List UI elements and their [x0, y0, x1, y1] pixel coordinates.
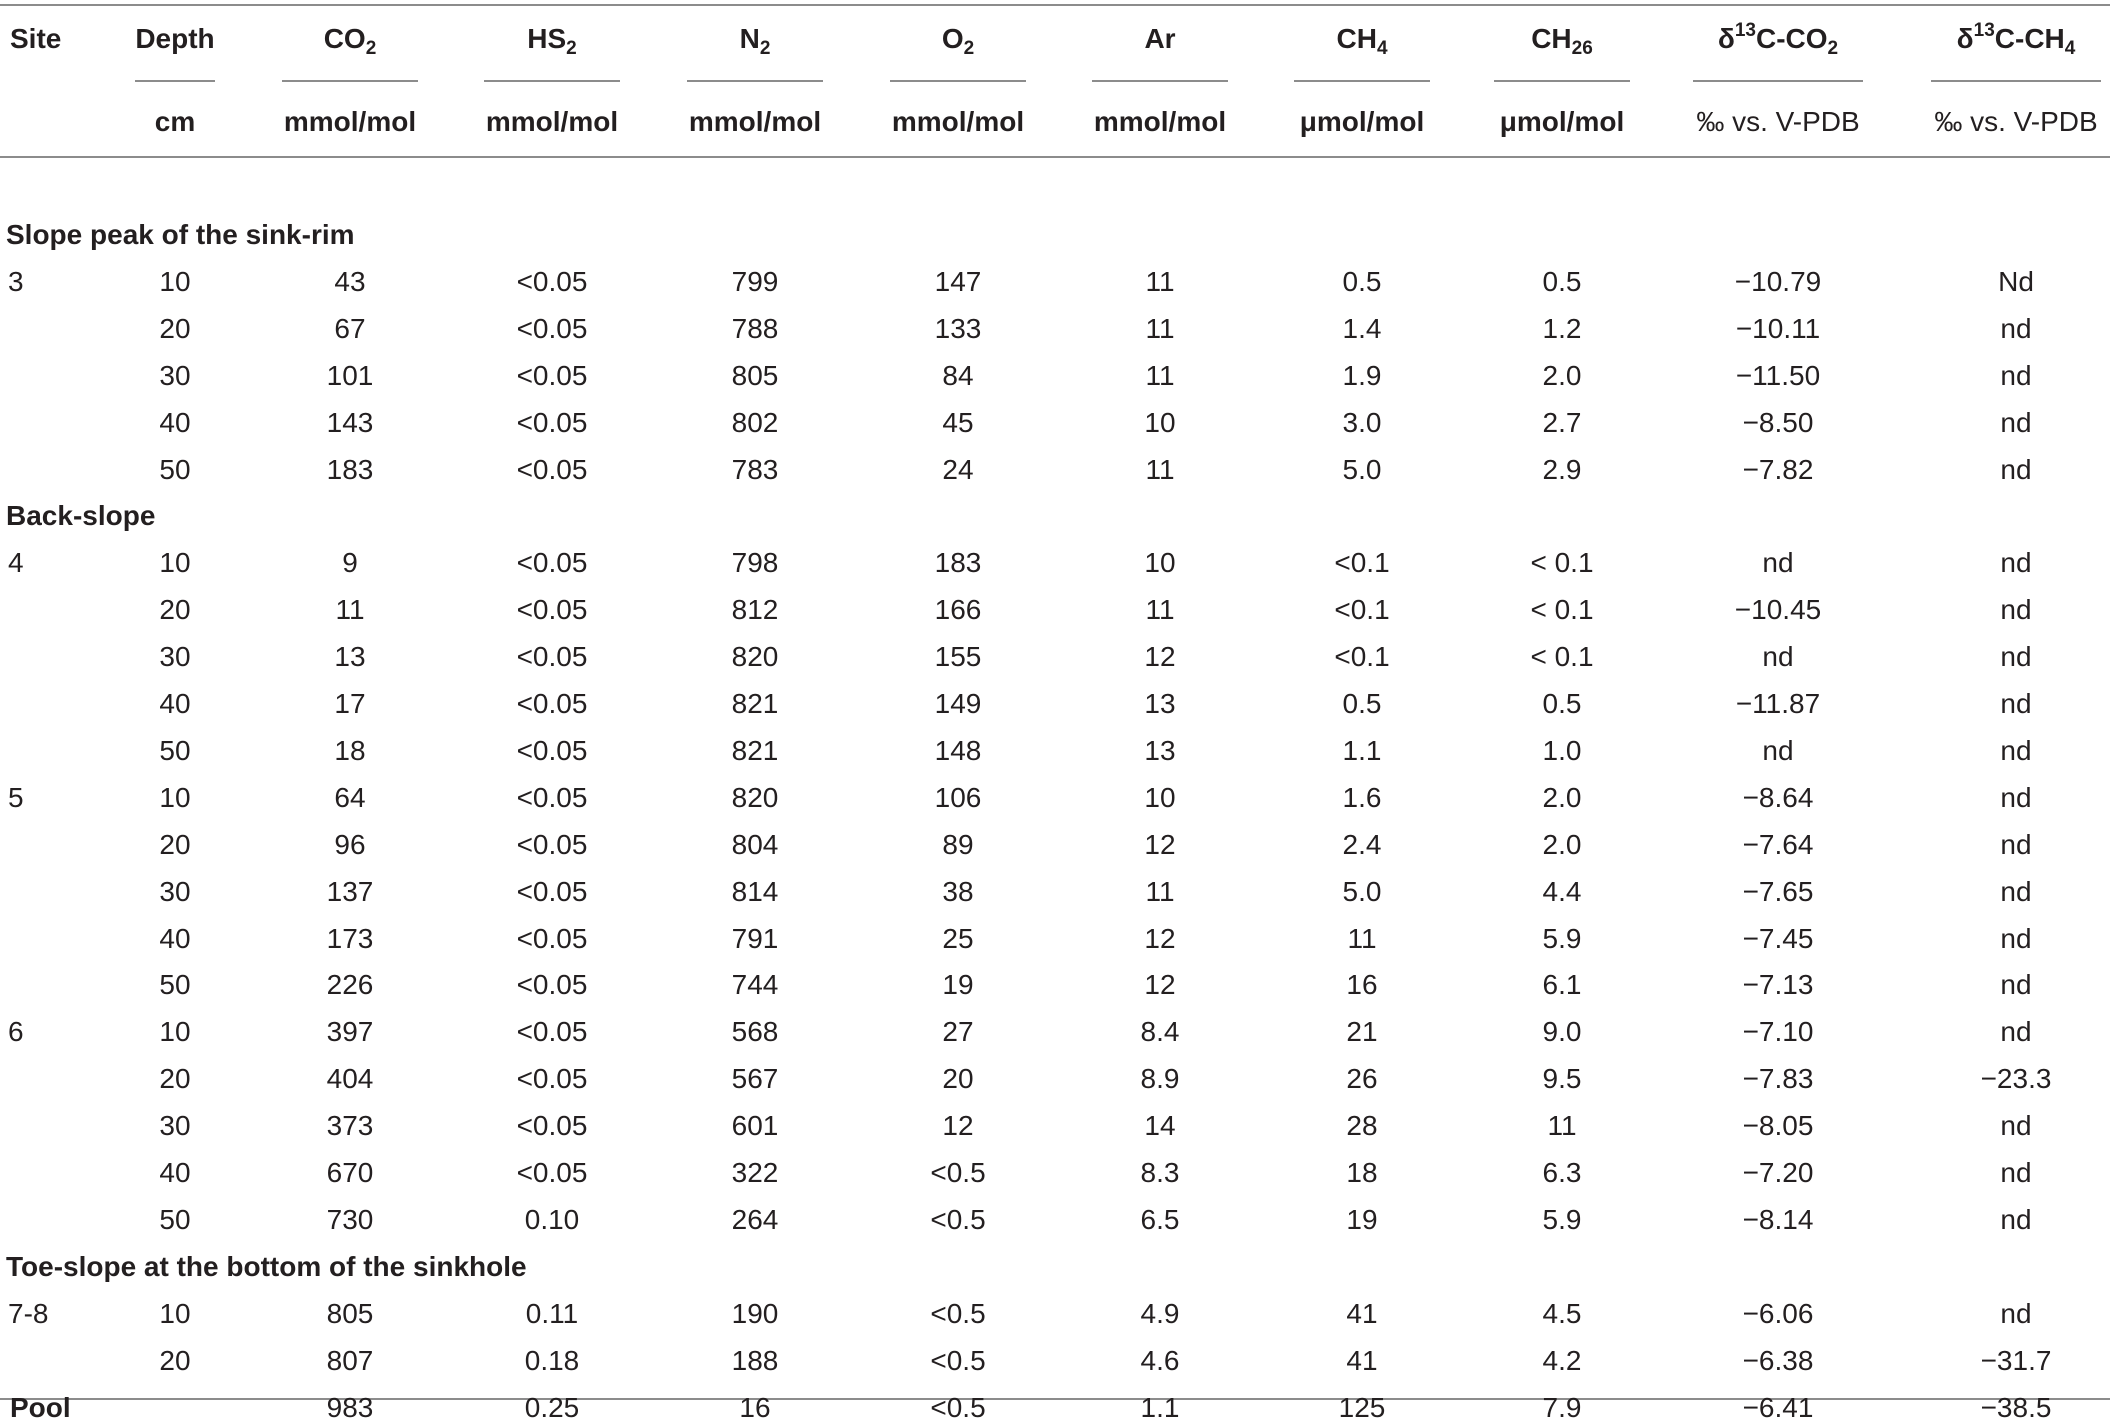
cell-d13c_ch4: nd — [2000, 359, 2032, 391]
section-heading: Slope peak of the sink-rim — [6, 219, 355, 250]
header-text: N — [739, 23, 760, 54]
cell-ar: 8.9 — [1140, 1063, 1180, 1095]
header-underline-ch4 — [1294, 80, 1430, 82]
cell-n2: 190 — [731, 1297, 779, 1329]
cell-o2: <0.5 — [930, 1157, 986, 1188]
header-superscript: 13 — [1973, 20, 1995, 41]
cell-h2s: 0.18 — [524, 1344, 580, 1376]
site-label: 5 — [8, 781, 24, 813]
cell-d13c_ch4: nd — [2000, 547, 2032, 579]
cell-co2: 9 — [342, 547, 358, 579]
unit-d13c_ch4: ‰ vs. V-PDB — [1934, 106, 2098, 137]
header-text: H — [527, 23, 548, 54]
cell-o2: 106 — [934, 781, 982, 813]
cell-d13c_co2: −10.11 — [1735, 312, 1821, 344]
header-text: S — [547, 23, 567, 54]
cell-depth: 20 — [159, 828, 191, 860]
cell-o2: 12 — [942, 1110, 974, 1142]
cell-d13c_co2: −6.06 — [1742, 1297, 1814, 1329]
cell-h2s: <0.05 — [516, 734, 588, 766]
cell-h2s: 0.11 — [525, 1297, 579, 1329]
cell-co2: 226 — [326, 969, 374, 1001]
header-text: CH — [1336, 23, 1377, 54]
cell-d13c_ch4: nd — [2000, 1203, 2032, 1235]
cell-ar: 11 — [1145, 312, 1175, 344]
cell-ar: 8.4 — [1140, 1016, 1180, 1048]
cell-n2: 798 — [731, 547, 779, 579]
cell-h2s: <0.05 — [516, 828, 588, 860]
unit-depth: cm — [154, 106, 196, 137]
cell-n2: 16 — [739, 1391, 771, 1423]
cell-depth: 40 — [159, 922, 191, 954]
cell-depth: 30 — [159, 875, 191, 907]
cell-d13c_co2: −7.64 — [1742, 828, 1814, 860]
column-header-c2h6 — [1531, 22, 1593, 59]
cell-h2s: <0.05 — [516, 547, 588, 579]
cell-h2s: 0.10 — [524, 1203, 580, 1235]
cell-ch4: 1.6 — [1342, 781, 1382, 813]
cell-ch4: 0.5 — [1342, 265, 1382, 297]
cell-n2: 814 — [731, 875, 779, 907]
cell-c2h6: 2.0 — [1542, 828, 1582, 860]
cell-n2: 804 — [731, 828, 779, 860]
cell-n2: 791 — [731, 922, 779, 954]
site-label: Pool — [10, 1391, 71, 1423]
cell-depth: 20 — [159, 312, 191, 344]
header-subscript: 2 — [963, 38, 975, 59]
header-underline-h2s — [484, 80, 620, 82]
column-header-h2s — [527, 22, 577, 59]
cell-d13c_ch4: −23.3 — [1980, 1063, 2052, 1095]
cell-ch4: 1.9 — [1342, 359, 1382, 391]
cell-ar: 12 — [1144, 641, 1176, 673]
site-label: 4 — [8, 547, 24, 579]
cell-ar: 11 — [1145, 453, 1175, 485]
section-heading: Toe-slope at the bottom of the sinkhole — [6, 1250, 527, 1282]
cell-n2: 601 — [731, 1110, 779, 1142]
header-subscript: 6 — [1582, 38, 1593, 59]
cell-co2: 173 — [326, 922, 374, 954]
cell-h2s: <0.05 — [516, 688, 588, 719]
cell-n2: 783 — [731, 453, 779, 485]
cell-depth: 20 — [159, 1063, 191, 1095]
cell-depth: 30 — [159, 1110, 191, 1142]
cell-c2h6: 6.1 — [1542, 969, 1582, 1001]
cell-d13c_co2: −11.87 — [1735, 688, 1821, 719]
cell-ar: 11 — [1145, 359, 1175, 391]
cell-ar: 12 — [1144, 828, 1176, 860]
header-underline-c2h6 — [1494, 80, 1630, 82]
cell-depth: 50 — [159, 734, 191, 766]
cell-c2h6: 7.9 — [1542, 1391, 1582, 1423]
header-subscript: 2 — [566, 38, 577, 59]
cell-depth: 40 — [159, 1157, 191, 1188]
cell-d13c_ch4: nd — [2000, 312, 2032, 344]
cell-n2: 322 — [731, 1157, 779, 1188]
column-header-ch4 — [1336, 22, 1388, 59]
header-text: H — [1551, 23, 1572, 54]
column-header-d13c_co2 — [1717, 20, 1839, 59]
header-subscript: 2 — [1827, 38, 1839, 59]
cell-n2: 567 — [731, 1063, 779, 1095]
cell-co2: 13 — [334, 641, 366, 673]
cell-n2: 568 — [731, 1016, 779, 1048]
cell-d13c_ch4: nd — [2000, 406, 2032, 438]
header-underline-co2 — [282, 80, 418, 82]
cell-h2s: <0.05 — [516, 1110, 588, 1142]
cell-d13c_ch4: nd — [2000, 641, 2032, 673]
header-underline-d13c_ch4 — [1931, 80, 2101, 82]
cell-depth: 10 — [159, 1297, 191, 1329]
header-subscript: 2 — [1571, 38, 1583, 59]
cell-n2: 812 — [731, 594, 779, 626]
cell-d13c_ch4: nd — [2000, 1157, 2032, 1188]
cell-ar: 13 — [1144, 688, 1176, 719]
cell-n2: 802 — [731, 406, 779, 438]
cell-h2s: <0.05 — [516, 969, 588, 1001]
cell-c2h6: 4.2 — [1542, 1344, 1582, 1376]
cell-depth: 50 — [159, 969, 191, 1001]
cell-co2: 64 — [334, 781, 366, 813]
cell-c2h6: 9.0 — [1542, 1016, 1582, 1048]
cell-o2: 27 — [942, 1016, 974, 1048]
cell-d13c_co2: nd — [1762, 734, 1794, 766]
cell-h2s: <0.05 — [516, 406, 588, 438]
unit-o2: mmol/mol — [891, 106, 1025, 137]
cell-co2: 373 — [326, 1110, 374, 1142]
cell-ar: 12 — [1144, 922, 1176, 954]
header-subscript: 2 — [365, 38, 377, 59]
cell-ch4: <0.1 — [1334, 641, 1390, 673]
cell-n2: 188 — [731, 1344, 779, 1376]
cell-d13c_co2: −7.20 — [1742, 1157, 1814, 1188]
cell-d13c_co2: −11.50 — [1735, 359, 1821, 391]
cell-ch4: 28 — [1346, 1110, 1378, 1142]
cell-co2: 730 — [326, 1203, 374, 1235]
cell-c2h6: 2.0 — [1542, 359, 1582, 391]
cell-depth: 10 — [159, 547, 191, 579]
cell-ch4: 2.4 — [1342, 828, 1382, 860]
header-text: Ar — [1144, 23, 1176, 54]
cell-h2s: <0.05 — [516, 1157, 588, 1188]
cell-o2: 147 — [934, 265, 982, 297]
cell-ch4: <0.1 — [1334, 594, 1390, 626]
cell-depth: 20 — [159, 594, 191, 626]
cell-c2h6: 1.0 — [1542, 734, 1582, 766]
cell-h2s: <0.05 — [516, 875, 588, 907]
cell-ar: 4.9 — [1140, 1297, 1180, 1329]
column-header-n2 — [739, 22, 771, 59]
cell-depth: 10 — [159, 265, 191, 297]
header-text: δ — [1956, 23, 1974, 54]
cell-co2: 18 — [334, 734, 366, 766]
cell-c2h6: 2.7 — [1542, 406, 1582, 438]
cell-c2h6: 1.2 — [1542, 312, 1582, 344]
cell-d13c_co2: −10.79 — [1734, 265, 1822, 297]
cell-d13c_co2: −7.13 — [1742, 969, 1814, 1001]
cell-n2: 820 — [731, 641, 779, 673]
cell-c2h6: 0.5 — [1542, 688, 1582, 719]
cell-d13c_co2: −7.65 — [1742, 875, 1814, 907]
cell-c2h6: 2.9 — [1542, 453, 1582, 485]
cell-d13c_co2: nd — [1762, 547, 1794, 579]
cell-ch4: 18 — [1346, 1157, 1378, 1188]
cell-d13c_co2: −7.83 — [1742, 1063, 1814, 1095]
cell-n2: 821 — [731, 734, 779, 766]
cell-o2: 24 — [942, 453, 974, 485]
cell-n2: 805 — [731, 359, 779, 391]
cell-o2: 183 — [934, 547, 982, 579]
cell-d13c_co2: −8.05 — [1742, 1110, 1814, 1142]
cell-d13c_ch4: nd — [2000, 594, 2032, 626]
cell-c2h6: 2.0 — [1542, 781, 1582, 813]
cell-n2: 744 — [731, 969, 779, 1001]
cell-ch4: 26 — [1346, 1063, 1378, 1095]
cell-h2s: 0.25 — [524, 1391, 580, 1423]
cell-ch4: 19 — [1346, 1203, 1378, 1235]
cell-d13c_ch4: nd — [2000, 781, 2032, 813]
section-heading: Back-slope — [6, 500, 156, 532]
cell-ar: 12 — [1144, 969, 1176, 1001]
cell-co2: 404 — [326, 1063, 374, 1095]
cell-ch4: 0.5 — [1342, 688, 1382, 719]
cell-co2: 807 — [326, 1344, 374, 1376]
header-text: δ — [1717, 23, 1735, 54]
cell-d13c_co2: −8.50 — [1742, 406, 1814, 438]
cell-d13c_ch4: nd — [2000, 453, 2032, 485]
header-underline-depth — [135, 80, 215, 82]
header-text: Depth — [135, 23, 215, 54]
cell-h2s: <0.05 — [516, 594, 588, 626]
cell-o2: <0.5 — [930, 1297, 986, 1329]
cell-n2: 264 — [731, 1203, 779, 1235]
cell-o2: <0.5 — [930, 1344, 986, 1376]
cell-d13c_co2: −6.41 — [1742, 1391, 1814, 1423]
cell-ar: 14 — [1144, 1110, 1176, 1142]
cell-ar: 4.6 — [1140, 1344, 1180, 1376]
cell-h2s: <0.05 — [516, 359, 588, 391]
cell-co2: 670 — [326, 1157, 374, 1188]
cell-o2: 19 — [942, 969, 974, 1001]
header-underline-d13c_co2 — [1693, 80, 1863, 82]
cell-co2: 983 — [326, 1391, 374, 1423]
cell-depth: 20 — [159, 1344, 191, 1376]
unit-co2: mmol/mol — [283, 106, 417, 137]
header-subscript: 2 — [759, 38, 771, 59]
cell-o2: <0.5 — [930, 1391, 986, 1423]
cell-ch4: 16 — [1346, 969, 1378, 1001]
cell-c2h6: 5.9 — [1542, 922, 1582, 954]
cell-d13c_co2: −7.10 — [1742, 1016, 1814, 1048]
column-header-co2 — [323, 22, 377, 59]
column-header-o2 — [941, 22, 975, 59]
column-header-site — [10, 22, 61, 56]
cell-n2: 821 — [731, 688, 779, 719]
cell-ch4: 11 — [1347, 922, 1377, 954]
unit-c2h6: μmol/mol — [1499, 106, 1625, 137]
cell-d13c_ch4: −31.7 — [1980, 1344, 2052, 1376]
cell-d13c_ch4: nd — [2000, 969, 2032, 1001]
cell-ch4: 21 — [1346, 1016, 1378, 1048]
cell-d13c_ch4: nd — [2000, 688, 2032, 719]
cell-depth: 50 — [159, 1203, 191, 1235]
header-text: O — [941, 23, 964, 54]
cell-ar: 10 — [1144, 406, 1176, 438]
cell-d13c_co2: −10.45 — [1734, 594, 1822, 626]
cell-ch4: <0.1 — [1334, 547, 1390, 579]
cell-d13c_co2: nd — [1762, 641, 1794, 673]
cell-o2: 155 — [934, 641, 982, 673]
cell-ch4: 5.0 — [1342, 453, 1382, 485]
cell-d13c_co2: −6.38 — [1742, 1344, 1814, 1376]
cell-c2h6: 4.4 — [1542, 875, 1582, 907]
column-header-ar — [1144, 22, 1175, 56]
column-header-d13c_ch4 — [1956, 20, 2076, 59]
header-text: C-CO — [1756, 23, 1828, 54]
unit-ch4: μmol/mol — [1299, 106, 1425, 137]
cell-o2: 38 — [942, 875, 974, 907]
cell-ch4: 3.0 — [1342, 406, 1382, 438]
unit-n2: mmol/mol — [688, 106, 822, 137]
cell-n2: 788 — [731, 312, 779, 344]
cell-depth: 40 — [159, 406, 191, 438]
site-label: 7-8 — [8, 1297, 49, 1329]
cell-depth: 10 — [159, 1016, 191, 1048]
cell-co2: 11 — [335, 594, 365, 626]
site-label: 3 — [8, 265, 24, 297]
cell-o2: <0.5 — [930, 1203, 986, 1235]
cell-ch4: 5.0 — [1342, 875, 1382, 907]
cell-h2s: <0.05 — [516, 453, 588, 485]
cell-d13c_ch4: nd — [2000, 1110, 2032, 1142]
unit-h2s: mmol/mol — [485, 106, 619, 137]
header-bottom-rule — [0, 156, 2110, 158]
cell-o2: 84 — [942, 359, 974, 391]
cell-ar: 13 — [1144, 734, 1176, 766]
cell-d13c_ch4: −38.5 — [1980, 1391, 2052, 1423]
cell-c2h6: 9.5 — [1542, 1063, 1582, 1095]
cell-ar: 11 — [1145, 594, 1175, 626]
cell-c2h6: 4.5 — [1542, 1297, 1582, 1329]
cell-c2h6: 0.5 — [1542, 265, 1582, 297]
cell-c2h6: < 0.1 — [1530, 547, 1594, 579]
cell-d13c_co2: −8.64 — [1742, 781, 1814, 813]
unit-ar: mmol/mol — [1093, 106, 1227, 137]
cell-depth: 30 — [159, 359, 191, 391]
cell-o2: 149 — [934, 688, 982, 719]
table-top-rule — [0, 4, 2110, 6]
cell-co2: 17 — [334, 688, 366, 719]
unit-d13c_co2: ‰ vs. V-PDB — [1696, 106, 1860, 137]
cell-d13c_ch4: nd — [2000, 1016, 2032, 1048]
header-underline-n2 — [687, 80, 823, 82]
cell-depth: 30 — [159, 641, 191, 673]
cell-ch4: 41 — [1346, 1297, 1378, 1329]
cell-co2: 805 — [326, 1297, 374, 1329]
cell-h2s: <0.05 — [516, 1016, 588, 1048]
cell-o2: 25 — [942, 922, 974, 954]
cell-co2: 43 — [334, 265, 366, 297]
cell-co2: 137 — [326, 875, 374, 907]
cell-ar: 11 — [1145, 265, 1175, 297]
cell-d13c_ch4: nd — [2000, 875, 2032, 907]
header-superscript: 13 — [1734, 20, 1756, 41]
cell-d13c_ch4: nd — [2000, 1297, 2032, 1329]
header-text: C — [1531, 23, 1552, 54]
cell-h2s: <0.05 — [516, 1063, 588, 1095]
header-text: C-CH — [1994, 23, 2065, 54]
cell-h2s: <0.05 — [516, 781, 588, 813]
cell-ch4: 125 — [1338, 1391, 1386, 1423]
cell-ar: 8.3 — [1140, 1157, 1180, 1188]
cell-d13c_ch4: nd — [2000, 922, 2032, 954]
cell-o2: 20 — [942, 1063, 974, 1095]
cell-ch4: 1.1 — [1342, 734, 1382, 766]
cell-c2h6: 6.3 — [1542, 1157, 1582, 1188]
header-subscript: 4 — [2064, 38, 2076, 59]
cell-depth: 40 — [159, 688, 191, 719]
cell-c2h6: < 0.1 — [1530, 641, 1594, 673]
cell-ar: 11 — [1145, 875, 1175, 907]
cell-co2: 96 — [334, 828, 366, 860]
cell-n2: 799 — [731, 265, 779, 297]
cell-d13c_ch4: nd — [2000, 828, 2032, 860]
cell-ch4: 41 — [1346, 1344, 1378, 1376]
cell-n2: 820 — [731, 781, 779, 813]
cell-co2: 183 — [326, 453, 374, 485]
cell-o2: 89 — [942, 828, 974, 860]
cell-depth: 50 — [159, 453, 191, 485]
cell-d13c_ch4: Nd — [1998, 265, 2034, 297]
cell-ar: 1.1 — [1140, 1391, 1180, 1423]
cell-ar: 10 — [1144, 781, 1176, 813]
cell-ch4: 1.4 — [1342, 312, 1382, 344]
site-label: 6 — [8, 1016, 24, 1048]
header-text: Site — [10, 23, 62, 54]
cell-o2: 148 — [934, 734, 982, 766]
cell-o2: 166 — [934, 594, 982, 626]
cell-depth: 10 — [159, 781, 191, 813]
column-header-depth — [135, 22, 214, 56]
header-underline-o2 — [890, 80, 1026, 82]
header-underline-ar — [1092, 80, 1228, 82]
cell-co2: 397 — [326, 1016, 374, 1048]
cell-o2: 45 — [942, 406, 974, 438]
cell-ar: 10 — [1144, 547, 1176, 579]
cell-c2h6: 11 — [1547, 1110, 1577, 1142]
cell-h2s: <0.05 — [516, 641, 588, 673]
cell-d13c_co2: −8.14 — [1742, 1203, 1814, 1235]
cell-c2h6: < 0.1 — [1530, 594, 1594, 626]
header-text: CO — [323, 23, 366, 54]
cell-h2s: <0.05 — [516, 265, 588, 297]
cell-d13c_co2: −7.45 — [1742, 922, 1814, 954]
cell-h2s: <0.05 — [516, 922, 588, 954]
cell-ar: 6.5 — [1140, 1203, 1180, 1235]
cell-d13c_co2: −7.82 — [1742, 453, 1814, 485]
cell-c2h6: 5.9 — [1542, 1203, 1582, 1235]
header-subscript: 4 — [1376, 38, 1388, 59]
cell-o2: 133 — [934, 312, 982, 344]
cell-co2: 67 — [334, 312, 366, 344]
cell-co2: 101 — [326, 359, 374, 391]
cell-d13c_ch4: nd — [2000, 734, 2032, 766]
cell-co2: 143 — [326, 406, 374, 438]
cell-h2s: <0.05 — [516, 312, 588, 344]
